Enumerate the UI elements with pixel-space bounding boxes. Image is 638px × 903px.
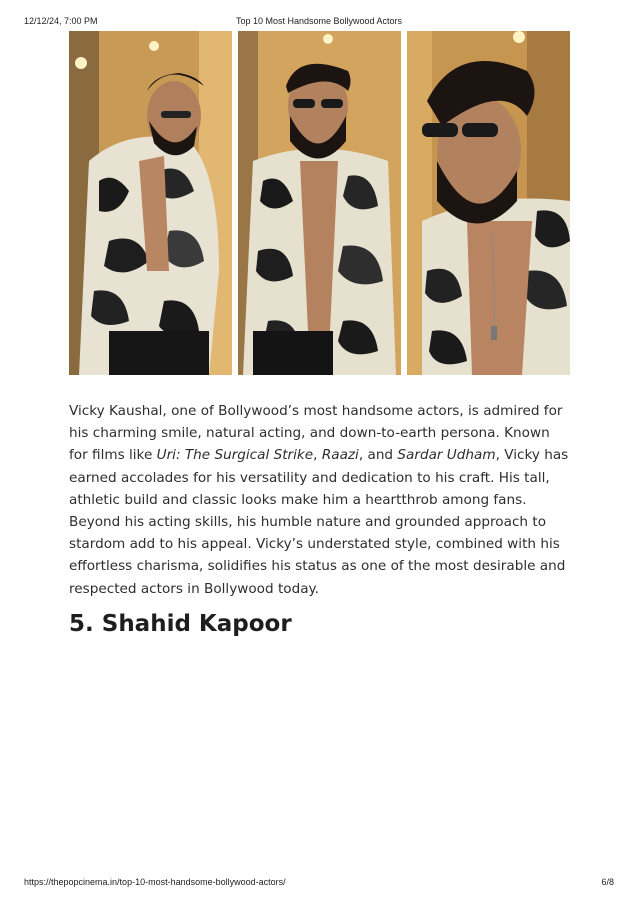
- page-url[interactable]: https://thepopcinema.in/top-10-most-handsome-bollywood-actors/: [24, 877, 286, 887]
- section-heading: 5. Shahid Kapoor: [69, 611, 292, 637]
- film-raazi: Raazi: [321, 447, 359, 464]
- print-header: [24, 16, 614, 28]
- film-uri: Uri: The Surgical Strike: [156, 447, 314, 464]
- print-page-title: Top 10 Most Handsome Bollywood Actors: [235, 16, 403, 26]
- article-body: [69, 400, 571, 600]
- actor-photo-1: [69, 31, 232, 375]
- actor-description: Vicky Kaushal, one of Bollywood’s most handsome actors, is admired for his charming smile, natural acting, and down-to-earth persona. Known for films like Uri: The Surgical Strike, Raazi, and Sardar Udham, Vicky has earned accolades for his versatility and dedication to his craft. His tall, athletic build and classic looks make him a heartthrob among fans. Beyond his acting skills, his humble nature and grounded approach to stardom add to his appeal. Vicky’s understated style, combined with his effortless charisma, solidifies his status as one of the most desirable and respected actors in Bollywood today.: [69, 403, 569, 597]
- photo-gallery: [69, 31, 570, 375]
- page-number: 6/8: [601, 877, 614, 887]
- actor-photo-3: [407, 31, 570, 375]
- film-sardar-udham: Sardar Udham: [397, 447, 496, 464]
- print-datetime: 12/12/24, 7:00 PM: [24, 16, 98, 26]
- print-footer: [24, 877, 614, 889]
- actor-photo-2: [238, 31, 401, 375]
